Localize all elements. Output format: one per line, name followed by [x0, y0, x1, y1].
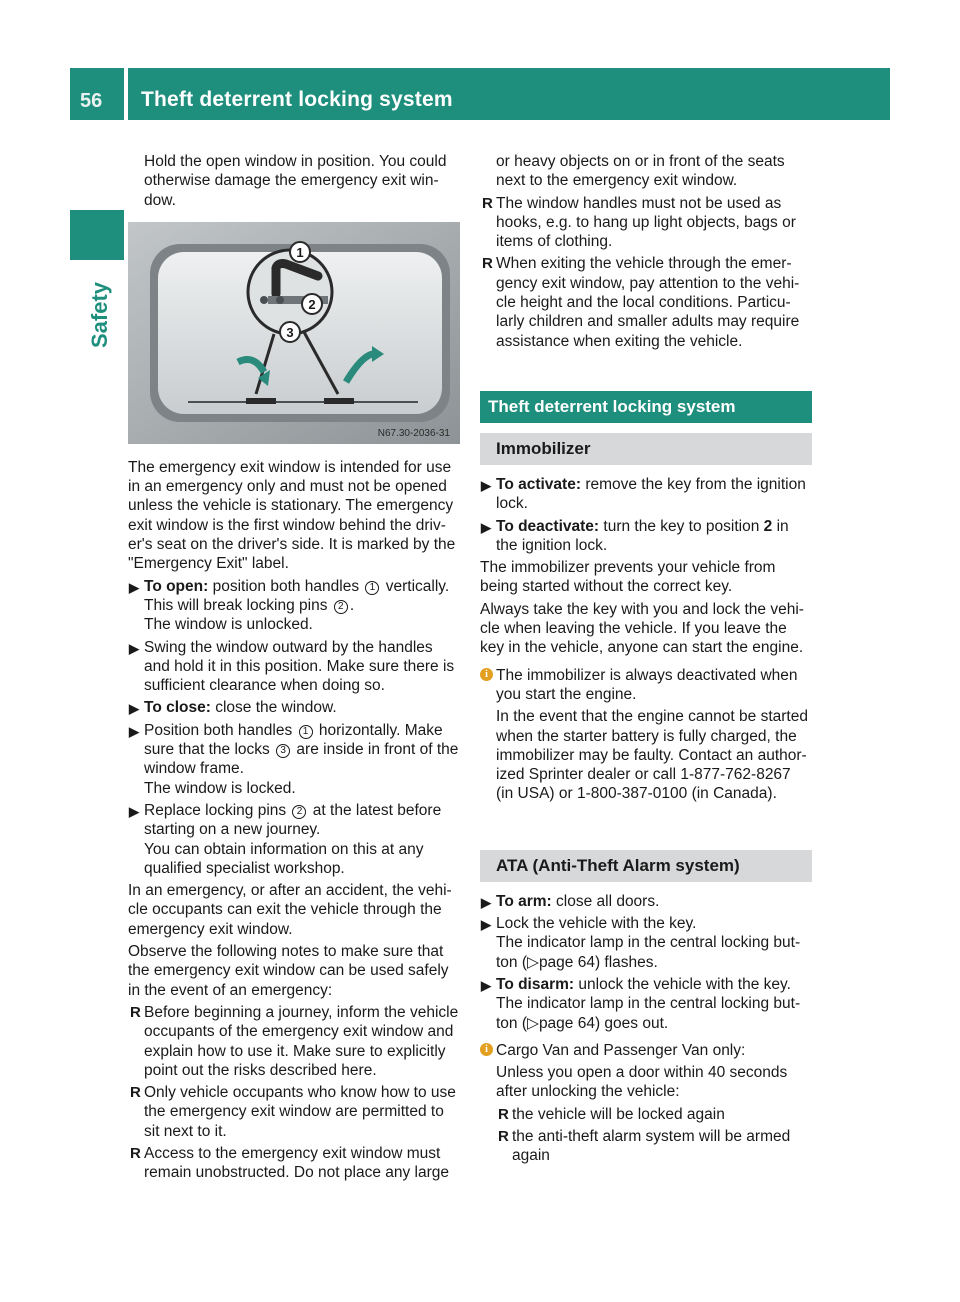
- list-item: [480, 194, 812, 252]
- page-number-box: [70, 68, 124, 120]
- instruction-arrow-icon: ▶: [481, 477, 491, 493]
- ata-info: [480, 1041, 812, 1166]
- bullet-icon: R: [130, 1003, 141, 1021]
- list-item-text: Only vehicle occupants who know how to use the emergency exit window are permitted to sit next to it.: [144, 1084, 456, 1140]
- ata-heading: ATA (Anti-Theft Alarm system): [480, 850, 812, 882]
- instruction-arrow-icon: ▶: [129, 579, 139, 595]
- step-close-text: close the window.: [215, 699, 337, 717]
- emergency-paragraph: In an emergency, or after an accident, the vehi- cle occupants can exit the vehicle through the emergency exit window.: [128, 882, 452, 938]
- immobilizer-heading: Immobilizer: [480, 433, 812, 465]
- step-replace-text-a: Replace locking pins: [144, 801, 287, 819]
- step-disarm-text: unlock the vehicle with the key.: [578, 975, 791, 993]
- step-activate-text: remove the key from the ignition lock.: [496, 475, 806, 513]
- continued-text: or heavy objects on or in front of the seats next to the emergency exit window.: [496, 153, 785, 190]
- instruction-arrow-icon: ▶: [481, 519, 491, 535]
- immobilizer-paragraph-2: Always take the key with you and lock the vehi- cle when leaving the vehicle. If you leave the key in the vehicle, anyone can start the engine.: [480, 600, 804, 657]
- step-deactivate-text-a: turn the key to position: [603, 517, 760, 535]
- callout-ref-1: 1: [299, 725, 313, 739]
- page-ref-icon: ▷: [527, 1014, 539, 1032]
- immobilizer-paragraph-1: The immobilizer prevents your vehicle from being started without the correct key.: [480, 559, 776, 596]
- step-replace-text-b: at the latest before starting on a new journey.: [144, 801, 442, 839]
- info-text: The immobilizer is always deactivated when you start the engine.: [496, 666, 798, 703]
- instruction-arrow-icon: ▶: [481, 977, 491, 993]
- step-deactivate-text-b: in the ignition lock.: [496, 517, 789, 554]
- key-position: 2: [763, 517, 773, 535]
- callout-ref-3: 3: [276, 744, 290, 758]
- step-position-result: The window is locked.: [144, 779, 296, 797]
- page-number: 56: [80, 90, 103, 112]
- instruction-arrow-icon: ▶: [129, 640, 139, 656]
- step-open-text-c: .: [349, 596, 355, 614]
- step-replace: [128, 801, 460, 878]
- sidebar-marker: [70, 210, 124, 260]
- step-replace-note: You can obtain information on this at any qualified specialist workshop.: [144, 840, 424, 877]
- callout-ref-2: 2: [334, 600, 348, 614]
- intro-paragraph: The emergency exit window is intended for use in an emergency only and must not be opened unless the vehicle is stationary. The emergency exit window is the first window behind the driv- er's seat on the driver's side. It is marked by the "Emergency Exit" label.: [128, 458, 456, 573]
- figure-code: N67.30-2036-31: [377, 427, 450, 439]
- bullet-icon: R: [130, 1144, 141, 1162]
- instruction-arrow-icon: ▶: [481, 917, 491, 933]
- step-lock-result-a: The indicator lamp in the central locking but- ton (: [496, 934, 801, 971]
- instruction-arrow-icon: ▶: [129, 803, 139, 819]
- section-heading: Theft deterrent locking system: [480, 391, 812, 423]
- emergency-window-illustration: [128, 222, 460, 444]
- step-swing: [128, 638, 460, 696]
- step-lock-result-b: ) flashes.: [594, 953, 658, 971]
- step-activate-label: To activate:: [496, 475, 581, 493]
- bullet-icon: R: [130, 1084, 141, 1102]
- emergency-window-figure: [128, 222, 460, 444]
- intro-text: Hold the open window in position. You could otherwise damage the emergency exit win- dow.: [144, 153, 447, 209]
- instruction-arrow-icon: ▶: [129, 723, 139, 739]
- list-item: [480, 254, 812, 350]
- step-position-text-b: horizontally. Make sure that the locks: [144, 721, 443, 759]
- list-item-text: the vehicle will be locked again: [512, 1105, 725, 1123]
- page-ref-link[interactable]: page 64: [538, 1014, 595, 1032]
- info-text: In the event that the engine cannot be started when the starter battery is fully charged, the immobilizer may be faulty. Contact an author- ized Sprinter dealer or call 1-877-762-8267 (in USA) or 1-800-387-0100 (in Canada).: [496, 708, 808, 803]
- list-item-text: When exiting the vehicle through the emer- gency exit window, pay attention to the vehi- cle height and the local conditions. Particu- larly children and smaller adults may require assistance when exiting the vehicle.: [496, 255, 800, 350]
- page-ref-link[interactable]: page 64: [538, 953, 595, 971]
- bullet-icon: R: [498, 1105, 509, 1123]
- step-open-text-b: vertically. This will break locking pins: [144, 577, 450, 614]
- step-position-text-c: are inside in front of the window frame.: [144, 741, 459, 778]
- bullet-icon: R: [482, 194, 493, 212]
- step-position-text-a: Position both handles: [144, 721, 293, 739]
- list-item: [496, 1127, 812, 1166]
- step-open-text-a: position both handles: [212, 577, 360, 595]
- info-icon: i: [480, 1043, 493, 1056]
- step-deactivate-label: To deactivate:: [496, 517, 600, 535]
- instruction-arrow-icon: ▶: [129, 701, 139, 717]
- bullet-icon: R: [482, 255, 493, 273]
- list-item: [128, 1083, 460, 1141]
- list-item: [128, 1003, 460, 1080]
- observe-paragraph: Observe the following notes to make sure that the emergency exit window can be used safely in the event of an emergency:: [128, 943, 449, 999]
- instruction-arrow-icon: ▶: [481, 894, 491, 910]
- step-open: [128, 577, 460, 635]
- step-lock-text: Lock the vehicle with the key.: [496, 915, 697, 933]
- callout-ref-2: 2: [292, 805, 306, 819]
- step-arm: [480, 892, 812, 911]
- list-item-text: The window handles must not be used as hooks, e.g. to hang up light objects, bags or items of clothing.: [496, 194, 796, 251]
- left-column: [128, 152, 460, 1186]
- info-text: Unless you open a door within 40 seconds after unlocking the vehicle:: [496, 1064, 788, 1101]
- step-disarm: [480, 975, 812, 1033]
- step-disarm-label: To disarm:: [496, 975, 575, 993]
- step-disarm-result-a: The indicator lamp in the central locking but- ton (: [496, 995, 801, 1032]
- step-close: [128, 698, 460, 717]
- list-item-text: the anti-theft alarm system will be armed again: [512, 1127, 791, 1165]
- callout-3-label: 3: [286, 324, 294, 340]
- list-item: [496, 1105, 812, 1124]
- callout-ref-1: 1: [365, 581, 379, 595]
- step-position: [128, 721, 460, 798]
- step-arm-text: close all doors.: [556, 892, 660, 910]
- immobilizer-info: [480, 666, 812, 804]
- page-ref-icon: ▷: [527, 953, 539, 971]
- step-swing-text: Swing the window outward by the handles and hold it in this position. Make sure there is sufficient clearance when doing so.: [144, 638, 455, 695]
- step-disarm-result-b: ) goes out.: [594, 1014, 669, 1032]
- list-item-text: Access to the emergency exit window must remain unobstructed. Do not place any large: [144, 1144, 450, 1182]
- step-open-label: To open:: [144, 577, 209, 595]
- info-icon: i: [480, 668, 493, 681]
- right-column: [480, 152, 812, 1169]
- info-text: Cargo Van and Passenger Van only:: [496, 1041, 746, 1059]
- page-title: Theft deterrent locking system: [141, 88, 453, 111]
- bullet-icon: R: [498, 1127, 509, 1145]
- page-header: [128, 68, 890, 120]
- callout-2-label: 2: [308, 296, 316, 312]
- step-open-result: The window is unlocked.: [144, 616, 313, 634]
- step-close-label: To close:: [144, 699, 211, 717]
- callout-1-label: 1: [296, 244, 304, 260]
- step-activate: [480, 475, 812, 514]
- step-lock: [480, 914, 812, 972]
- sidebar-label: Safety: [87, 281, 112, 349]
- step-arm-label: To arm:: [496, 892, 552, 910]
- list-item: [128, 1144, 460, 1183]
- list-item-text: Before beginning a journey, inform the vehicle occupants of the emergency exit window and explain how to use it. Make sure to explicitly point out the risks described here.: [144, 1003, 459, 1079]
- step-deactivate: [480, 517, 812, 556]
